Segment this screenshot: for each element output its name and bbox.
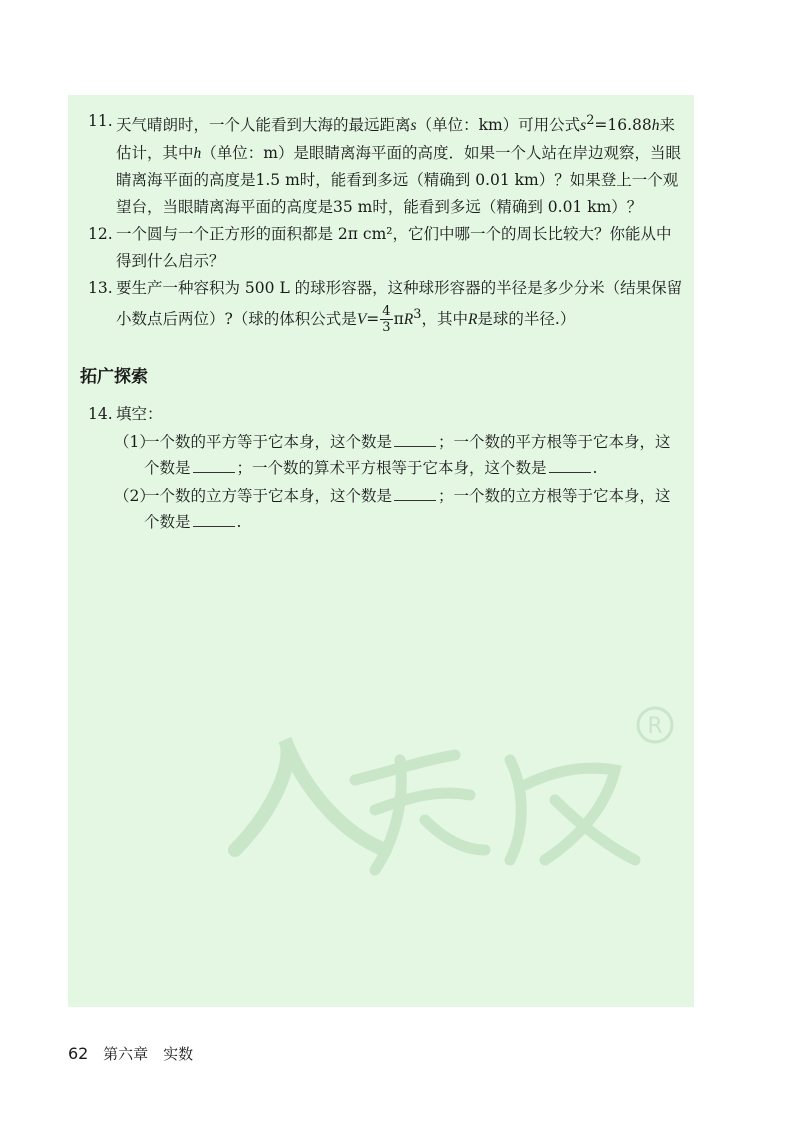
problem-13: 13. 要生产一种容积为 500 L 的球形容器，这种球形容器的半径是多少分米（结果保留小数点后两位）?（球的体积公式是V= $\frac{4}{3}$ $\pi R^3$，其中R是球的半径.） [88,275,683,335]
answer-blank [193,512,235,527]
answer-blank [549,458,591,473]
problem-number: 11. [88,112,113,130]
section-title: 拓广探索 [80,367,148,388]
problem-number: 12. [88,225,113,244]
problem-number: 14. [88,405,113,424]
problem-12: 12. 一个圆与一个正方形的面积都是 2π cm²，它们中哪一个的周长比较大？你能从中得到什么启示？ [88,221,683,274]
page-footer [68,1043,193,1064]
answer-blank [193,458,235,473]
exercise-content [80,108,683,536]
chapter-title: 第六章 实数 [103,1045,194,1063]
watermark-stroke [235,740,385,850]
page-number: 62 [68,1044,89,1063]
answer-blank [394,432,436,447]
fraction-four-thirds: $\frac{4}{3}$ [382,304,391,336]
answer-blank [394,486,436,501]
problem-14: 14. 填空： [88,401,683,428]
problem-number: 13. [88,279,113,298]
problem-11: 11. 天气晴朗时，一个人能看到大海的最远距离s（单位：km）可用公式$s^2=16.88h$来估计，其中h（单位：m）是眼睛离海平面的高度．如果一个人站在岸边观察，当眼睛离海平面的高度是1.5 m时，能看到多远（精确到 0.01 km）？如果登上一个观望台，当眼睛离海平面的高度是35 m时，能看到多远（精确到 0.01 km）？ [88,108,683,220]
problem-14-part-1: （1） 一个数的平方等于它本身，这个数是 ；一个数的平方根等于它本身，这个数是 ；一个数的算术平方根等于它本身，这个数是 . [114,432,671,478]
registered-mark-letter: R [647,714,663,739]
watermark-stroke [510,760,635,860]
problem-14-part-2: （2） 一个数的立方等于它本身，这个数是 ；一个数的立方根等于它本身，这个数是 . [114,486,671,532]
publisher-watermark [225,700,685,900]
